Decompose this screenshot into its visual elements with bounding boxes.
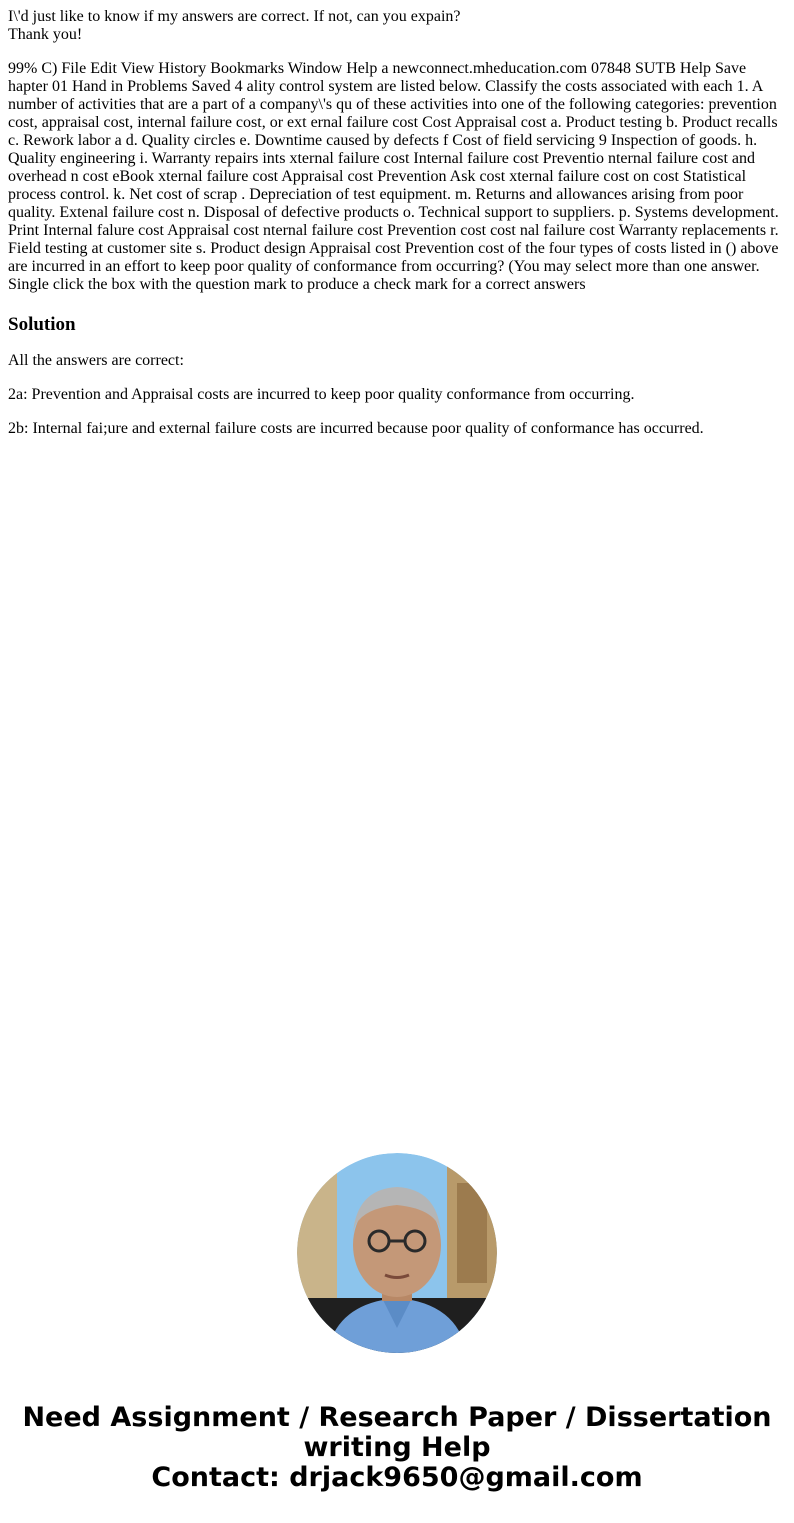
question-line-2: Thank you! xyxy=(8,26,83,43)
problem-text: 99% C) File Edit View History Bookmarks Window Help a newconnect.mheducation.com 07848 SUTB Help Save hapter 01 Hand in Problems Saved 4 ality control system are listed below. Classify the costs associated with each 1. A number of activities that are a part of a company\'s qu of these activities into one of the following categories: prevention cost, appraisal cost, internal failure cost, or ext ernal failure cost Cost Appraisal cost a. Product testing b. Product recalls c. Rework labor a d. Quality circles e. Downtime caused by defects f Cost of field servicing 9 Inspection of goods. h. Quality engineering i. Warranty repairs ints xternal failure cost Internal failure cost Preventio nternal failure cost and overhead n cost eBook xternal failure cost Appraisal cost Prevention Ask cost xternal failure cost on cost Statistical process control. k. Net cost of scrap . Depreciation of test equipment. m. Returns and allowances arising from poor quality. Extenal failure cost n. Disposal of defective products o. Technical support to suppliers. p. Systems development. Print Internal falure cost Appraisal cost nternal failure cost Prevention cost cost nal failure cost Warranty replacements r. Field testing at customer site s. Product design Appraisal cost Prevention cost of the four types of costs listed in () above are incurred in an effort to keep poor quality of conformance from occurring? (You may select more than one answer. Single click the box with the question mark to produce a check mark for a correct answers xyxy=(8,60,779,293)
answer-paragraph: All the answers are correct: xyxy=(8,352,184,369)
solution-heading: Solution xyxy=(8,314,76,335)
answer-paragraph: 2a: Prevention and Appraisal costs are incurred to keep poor quality conformance from occurring. xyxy=(8,386,635,403)
answer-paragraph: 2b: Internal fai;ure and external failure costs are incurred because poor quality of conformance has occurred. xyxy=(8,420,704,437)
promo-line-1: Need Assignment / Research Paper / Dissertation xyxy=(22,1402,772,1433)
avatar-portrait-icon xyxy=(297,1153,497,1353)
document-content xyxy=(8,8,784,438)
promo-line-2: writing Help xyxy=(303,1432,491,1463)
question-block xyxy=(8,8,784,44)
question-line-1: I\'d just like to know if my answers are correct. If not, can you expain? xyxy=(8,8,461,25)
promo-banner xyxy=(0,1403,794,1493)
author-avatar xyxy=(297,1153,497,1353)
promo-contact-email: Contact: drjack9650@gmail.com xyxy=(151,1462,643,1493)
